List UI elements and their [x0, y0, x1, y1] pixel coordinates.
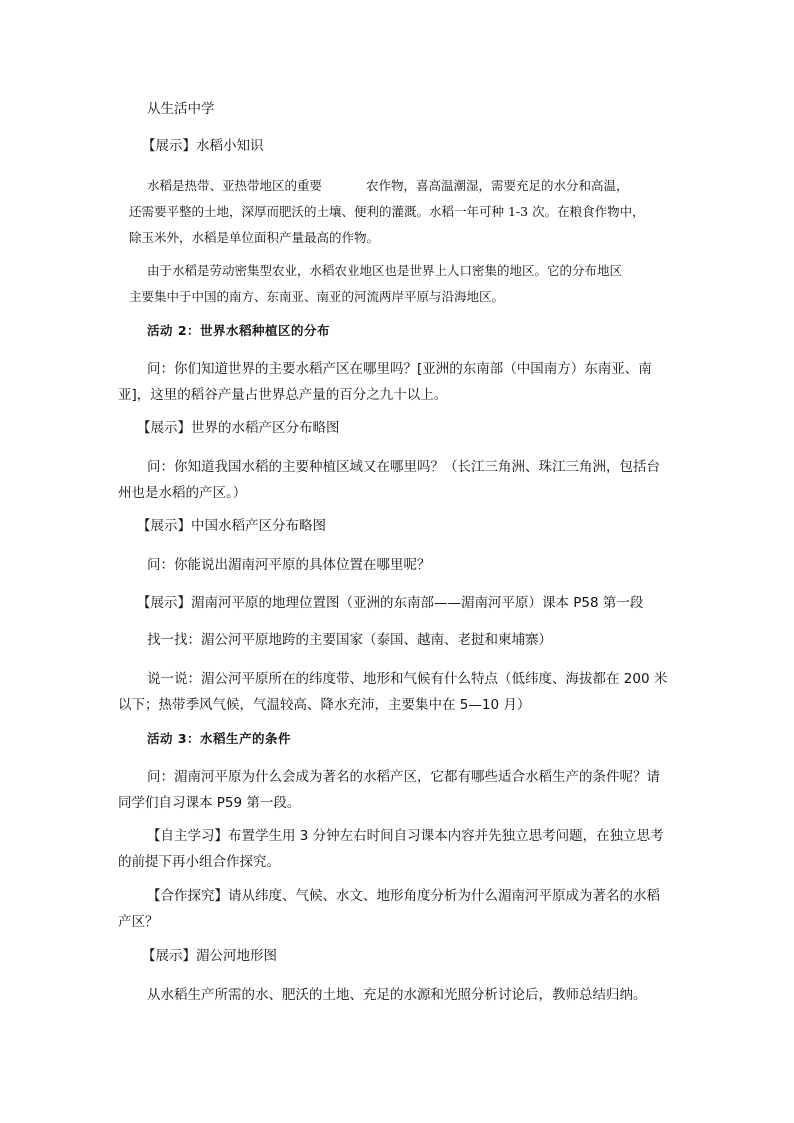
question-4: [118, 764, 677, 816]
rice-para1-line1a: 水稻是热带、亚热带地区的重要: [147, 178, 323, 193]
section-heading: [147, 96, 677, 122]
activity-2-title: [147, 318, 677, 344]
q2-line1: 问：你知道我国水稻的主要种植区域又在哪里吗？（长江三角洲、珠江三角洲，包括台: [147, 459, 660, 475]
rice-para1-line3: 除玉米外，水稻是单位面积产量最高的作物。: [129, 230, 380, 245]
question-1: [118, 356, 677, 408]
find-text: 找一找：湄公河平原地跨的主要国家（泰国、越南、老挝和柬埔寨）: [147, 632, 552, 648]
rice-para1-line2: 还需要平整的土地，深厚而肥沃的土壤、便利的灌溉。水稻一年可种 1-3 次。在粮食作物中，: [129, 204, 645, 219]
show-terrain-map: [142, 943, 672, 969]
summary: [147, 982, 677, 1008]
self-study-line1: 【自主学习】布置学生用 3 分钟左右时间自习课本内容并先独立思考问题，在独立思考: [147, 828, 664, 844]
q4-line1: 问：湄南河平原为什么会成为著名的水稻产区，它都有哪些适合水稻生产的条件呢？请: [147, 769, 660, 785]
activity-3-title: [147, 726, 677, 752]
show-china-map: [137, 513, 667, 539]
activity-3-title-text: 活动 3：水稻生产的条件: [147, 731, 292, 746]
show-terrain-text: 【展示】湄公河地形图: [142, 948, 277, 964]
show-world-map: [137, 415, 667, 441]
rice-paragraph-2: [129, 258, 677, 310]
say-line1: 说一说：湄公河平原所在的纬度带、地形和气候有什么特点（低纬度、海拔都在 200 米: [147, 671, 668, 687]
question-3: [147, 552, 677, 578]
say-line2: 以下；热带季风气候，气温较高、降水充沛，主要集中在 5—10 月）: [118, 697, 531, 713]
rice-para1-line1b: 农作物，喜高温潮湿，需要充足的水分和高温，: [366, 178, 629, 193]
rice-para2-line1: 由于水稻是劳动密集型农业，水稻农业地区也是世界上人口密集的地区。它的分布地区: [147, 263, 623, 278]
self-study: [118, 823, 677, 875]
say-activity: [118, 666, 677, 718]
rice-para2-line2: 主要集中于中国的南方、东南亚、南亚的河流两岸平原与沿海地区。: [129, 289, 505, 304]
rice-para1-line1: [147, 173, 677, 199]
show-rice-knowledge: [142, 133, 672, 159]
self-study-line2: 的前提下再小组合作探究。: [118, 854, 280, 870]
show-world-map-text: 【展示】世界的水稻产区分布略图: [137, 420, 340, 436]
q4-line2: 同学们自习课本 P59 第一段。: [118, 795, 301, 811]
coop-line1: 【合作探究】请从纬度、气候、水文、地形角度分析为什么湄南河平原成为著名的水稻: [147, 888, 660, 904]
show-china-map-text: 【展示】中国水稻产区分布略图: [137, 518, 326, 534]
summary-text: 从水稻生产所需的水、肥沃的土地、充足的水源和光照分析讨论后，教师总结归纳。: [147, 987, 647, 1003]
question-2: [118, 454, 677, 506]
show-menam-text: 【展示】湄南河平原的地理位置图（亚洲的东南部——湄南河平原）课本 P58 第一段: [137, 595, 644, 611]
coop-line2: 产区？: [118, 914, 159, 930]
q3-text: 问：你能说出湄南河平原的具体位置在哪里呢？: [147, 557, 431, 573]
find-activity: [147, 627, 677, 653]
show-rice-knowledge-text: 【展示】水稻小知识: [142, 138, 264, 154]
activity-2-title-text: 活动 2：世界水稻种植区的分布: [147, 323, 331, 338]
heading-text: 从生活中学: [147, 101, 215, 117]
show-menam-map: [137, 590, 667, 616]
cooperative-inquiry: [118, 883, 677, 935]
q1-line2: 亚]，这里的稻谷产量占世界总产量的百分之九十以上。: [118, 387, 448, 403]
q1-line1: 问：你们知道世界的主要水稻产区在哪里吗？[亚洲的东南部（中国南方）东南亚、南: [147, 361, 652, 377]
q2-line2: 州也是水稻的产区。）: [118, 485, 247, 501]
rice-paragraph-1: [129, 173, 677, 251]
